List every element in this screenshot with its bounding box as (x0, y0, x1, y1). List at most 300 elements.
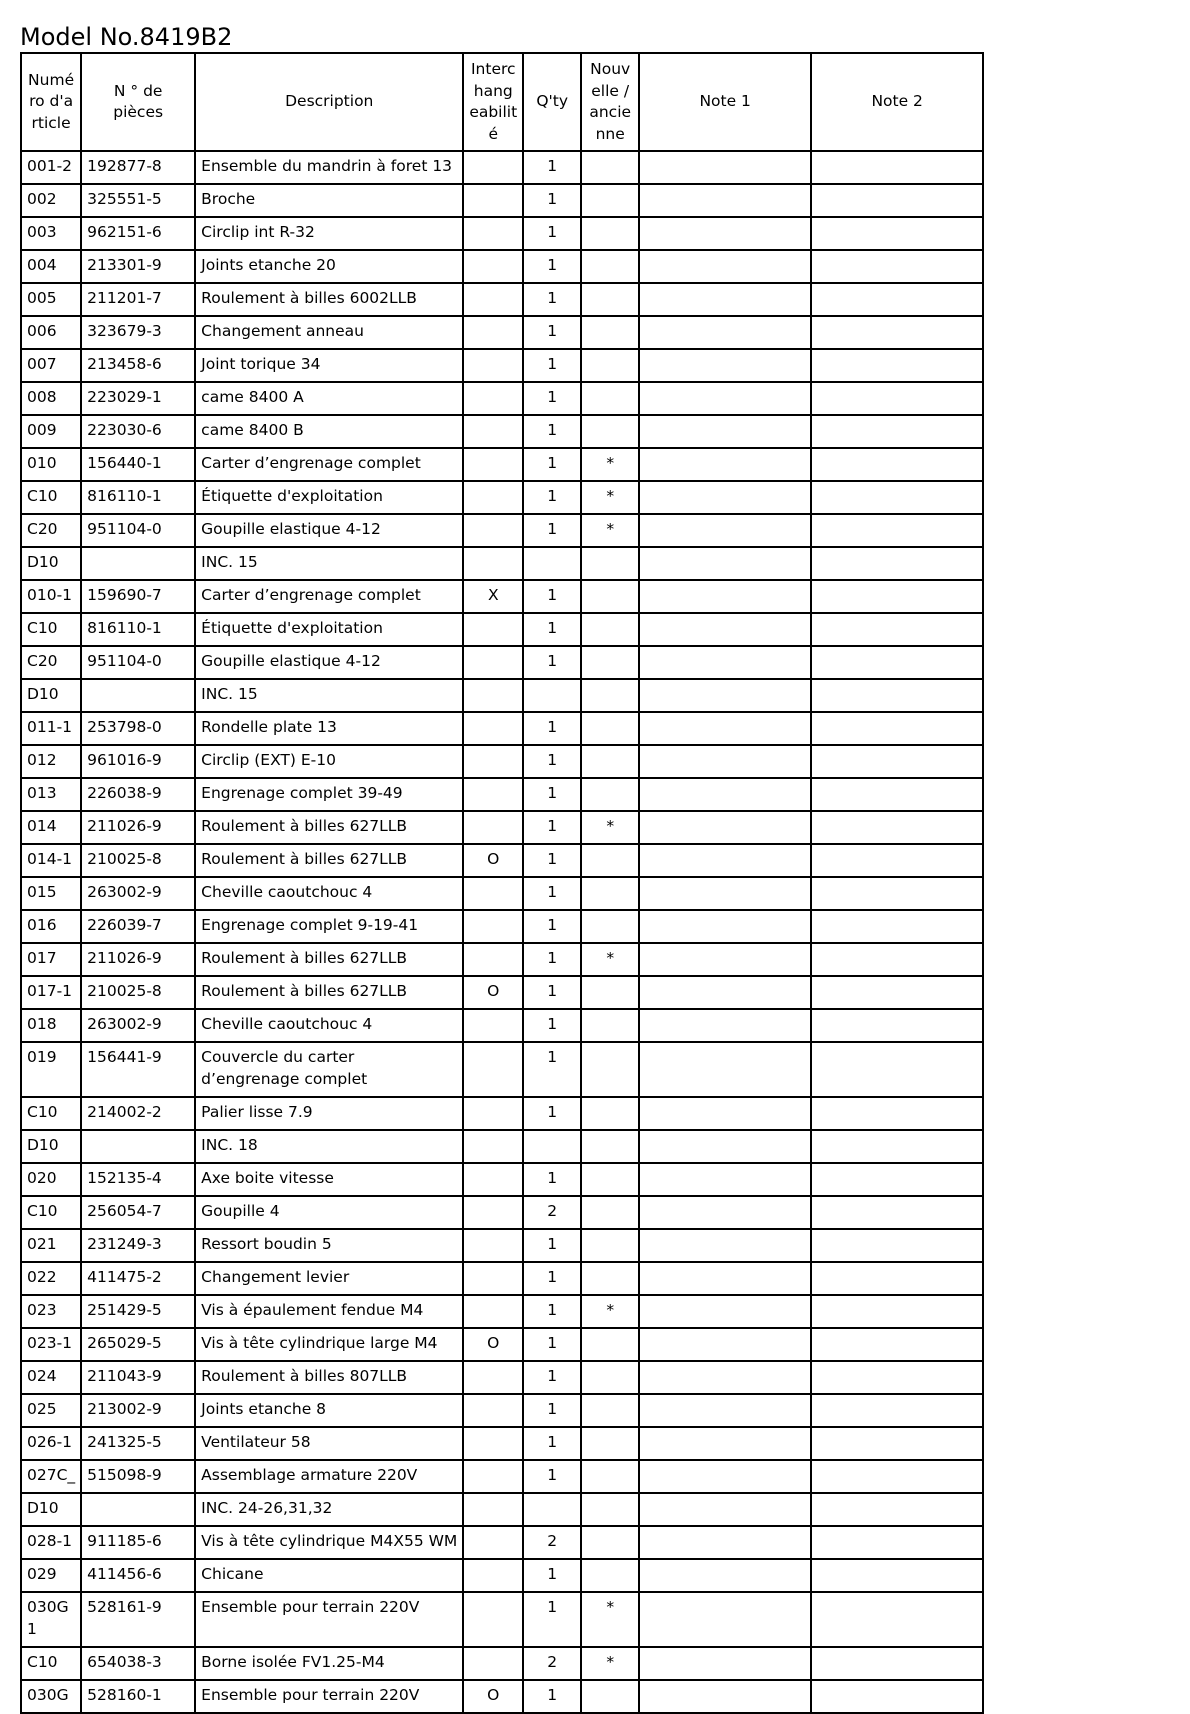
cell-note-1 (639, 547, 811, 580)
cell-part-no: 211201-7 (81, 283, 195, 316)
cell-part-no: 816110-1 (81, 613, 195, 646)
cell-description: Changement levier (195, 1262, 463, 1295)
cell-new-old: * (581, 943, 639, 976)
cell-qty: 1 (523, 283, 581, 316)
cell-item-no: 012 (21, 745, 81, 778)
table-row (21, 712, 983, 745)
cell-qty: 2 (523, 1526, 581, 1559)
cell-part-no (81, 1130, 195, 1163)
table-row (21, 547, 983, 580)
table-row (21, 514, 983, 547)
cell-description: INC. 18 (195, 1130, 463, 1163)
cell-description: Roulement à billes 627LLB (195, 811, 463, 844)
table-row (21, 448, 983, 481)
cell-description: Ensemble du mandrin à foret 13 (195, 151, 463, 184)
table-row (21, 1097, 983, 1130)
header-new-old: Nouv elle / ancie nne (581, 53, 639, 151)
cell-note-2 (811, 1097, 983, 1130)
cell-new-old (581, 646, 639, 679)
cell-note-2 (811, 1196, 983, 1229)
cell-part-no: 962151-6 (81, 217, 195, 250)
cell-description: Cheville caoutchouc 4 (195, 1009, 463, 1042)
cell-interchangeability (463, 1229, 523, 1262)
cell-description: Roulement à billes 627LLB (195, 976, 463, 1009)
cell-part-no: 241325-5 (81, 1427, 195, 1460)
cell-new-old (581, 283, 639, 316)
cell-note-1 (639, 250, 811, 283)
cell-note-2 (811, 283, 983, 316)
cell-note-2 (811, 1394, 983, 1427)
cell-part-no: 211043-9 (81, 1361, 195, 1394)
cell-new-old (581, 1229, 639, 1262)
cell-qty: 1 (523, 1460, 581, 1493)
cell-note-1 (639, 1647, 811, 1680)
cell-part-no: 152135-4 (81, 1163, 195, 1196)
cell-item-no: C20 (21, 514, 81, 547)
cell-note-2 (811, 580, 983, 613)
cell-interchangeability (463, 1526, 523, 1559)
cell-interchangeability (463, 778, 523, 811)
cell-item-no: 030G1 (21, 1592, 81, 1647)
cell-interchangeability (463, 316, 523, 349)
cell-note-1 (639, 613, 811, 646)
cell-part-no: 256054-7 (81, 1196, 195, 1229)
table-row (21, 1592, 983, 1647)
cell-item-no: 028-1 (21, 1526, 81, 1559)
cell-interchangeability: O (463, 976, 523, 1009)
table-header-row (21, 53, 983, 151)
cell-new-old (581, 382, 639, 415)
header-item-no: Numé ro d'a rticle (21, 53, 81, 151)
cell-item-no: C10 (21, 481, 81, 514)
cell-new-old (581, 1427, 639, 1460)
cell-description: Étiquette d'exploitation (195, 481, 463, 514)
cell-new-old (581, 580, 639, 613)
table-row (21, 1559, 983, 1592)
cell-item-no: 021 (21, 1229, 81, 1262)
cell-interchangeability (463, 1394, 523, 1427)
cell-part-no: 213002-9 (81, 1394, 195, 1427)
cell-item-no: C10 (21, 1647, 81, 1680)
cell-qty: 1 (523, 811, 581, 844)
cell-item-no: 004 (21, 250, 81, 283)
cell-interchangeability (463, 151, 523, 184)
cell-part-no: 211026-9 (81, 943, 195, 976)
cell-interchangeability (463, 514, 523, 547)
cell-note-2 (811, 1130, 983, 1163)
cell-interchangeability (463, 283, 523, 316)
cell-new-old (581, 1680, 639, 1713)
cell-note-2 (811, 547, 983, 580)
table-row (21, 646, 983, 679)
cell-new-old (581, 151, 639, 184)
table-row (21, 349, 983, 382)
cell-part-no: 323679-3 (81, 316, 195, 349)
cell-note-2 (811, 1680, 983, 1713)
cell-description: Broche (195, 184, 463, 217)
cell-qty: 1 (523, 1680, 581, 1713)
cell-interchangeability (463, 613, 523, 646)
cell-note-2 (811, 1009, 983, 1042)
cell-part-no: 515098-9 (81, 1460, 195, 1493)
cell-interchangeability (463, 811, 523, 844)
cell-item-no: 020 (21, 1163, 81, 1196)
table-row (21, 1262, 983, 1295)
cell-qty: 1 (523, 943, 581, 976)
cell-interchangeability (463, 877, 523, 910)
cell-note-1 (639, 1592, 811, 1647)
cell-item-no: 014-1 (21, 844, 81, 877)
cell-item-no: 015 (21, 877, 81, 910)
cell-note-2 (811, 877, 983, 910)
cell-note-1 (639, 1042, 811, 1097)
table-row (21, 1163, 983, 1196)
cell-note-2 (811, 976, 983, 1009)
cell-item-no: 002 (21, 184, 81, 217)
cell-part-no: 253798-0 (81, 712, 195, 745)
cell-note-1 (639, 1229, 811, 1262)
cell-part-no: 263002-9 (81, 877, 195, 910)
cell-note-2 (811, 1460, 983, 1493)
cell-item-no: 022 (21, 1262, 81, 1295)
cell-note-2 (811, 184, 983, 217)
cell-part-no (81, 679, 195, 712)
cell-qty: 1 (523, 349, 581, 382)
cell-item-no: D10 (21, 679, 81, 712)
cell-description: Goupille elastique 4-12 (195, 646, 463, 679)
cell-part-no: 231249-3 (81, 1229, 195, 1262)
table-row (21, 1130, 983, 1163)
cell-note-1 (639, 1262, 811, 1295)
cell-note-1 (639, 349, 811, 382)
cell-part-no: 263002-9 (81, 1009, 195, 1042)
cell-interchangeability: O (463, 844, 523, 877)
cell-part-no: 223030-6 (81, 415, 195, 448)
cell-new-old (581, 877, 639, 910)
cell-description: Palier lisse 7.9 (195, 1097, 463, 1130)
cell-part-no: 951104-0 (81, 514, 195, 547)
table-row (21, 745, 983, 778)
cell-interchangeability (463, 448, 523, 481)
cell-item-no: 030G (21, 1680, 81, 1713)
cell-note-1 (639, 1097, 811, 1130)
cell-note-2 (811, 910, 983, 943)
cell-new-old: * (581, 481, 639, 514)
cell-new-old (581, 1493, 639, 1526)
cell-new-old (581, 976, 639, 1009)
cell-qty: 1 (523, 1427, 581, 1460)
table-row (21, 1394, 983, 1427)
table-row (21, 679, 983, 712)
cell-part-no: 159690-7 (81, 580, 195, 613)
cell-item-no: 019 (21, 1042, 81, 1097)
cell-note-2 (811, 613, 983, 646)
cell-note-1 (639, 415, 811, 448)
cell-item-no: 023-1 (21, 1328, 81, 1361)
cell-interchangeability (463, 1460, 523, 1493)
cell-new-old (581, 547, 639, 580)
cell-new-old (581, 1042, 639, 1097)
cell-description: Vis à tête cylindrique large M4 (195, 1328, 463, 1361)
table-row (21, 778, 983, 811)
cell-note-2 (811, 1229, 983, 1262)
cell-qty: 1 (523, 184, 581, 217)
cell-note-1 (639, 481, 811, 514)
cell-qty: 1 (523, 1394, 581, 1427)
cell-item-no: 025 (21, 1394, 81, 1427)
cell-interchangeability (463, 679, 523, 712)
cell-qty: 1 (523, 1262, 581, 1295)
cell-note-2 (811, 844, 983, 877)
table-row (21, 1328, 983, 1361)
cell-note-1 (639, 1196, 811, 1229)
cell-note-1 (639, 646, 811, 679)
cell-part-no: 411475-2 (81, 1262, 195, 1295)
cell-part-no: 156440-1 (81, 448, 195, 481)
cell-note-2 (811, 1526, 983, 1559)
cell-interchangeability (463, 1196, 523, 1229)
cell-item-no: 014 (21, 811, 81, 844)
cell-part-no: 816110-1 (81, 481, 195, 514)
cell-item-no: 003 (21, 217, 81, 250)
cell-part-no: 251429-5 (81, 1295, 195, 1328)
cell-part-no: 528161-9 (81, 1592, 195, 1647)
cell-interchangeability (463, 1427, 523, 1460)
cell-qty: 1 (523, 514, 581, 547)
cell-interchangeability (463, 1361, 523, 1394)
table-row (21, 184, 983, 217)
table-row (21, 844, 983, 877)
cell-item-no: 010 (21, 448, 81, 481)
cell-description: Roulement à billes 627LLB (195, 943, 463, 976)
cell-interchangeability (463, 712, 523, 745)
cell-qty: 2 (523, 1647, 581, 1680)
parts-table-body (21, 151, 983, 1713)
table-row (21, 151, 983, 184)
cell-interchangeability (463, 1097, 523, 1130)
cell-interchangeability (463, 1647, 523, 1680)
cell-note-1 (639, 1559, 811, 1592)
cell-note-1 (639, 448, 811, 481)
cell-note-2 (811, 1328, 983, 1361)
cell-qty: 1 (523, 1328, 581, 1361)
cell-note-2 (811, 646, 983, 679)
cell-new-old: * (581, 1647, 639, 1680)
cell-new-old: * (581, 448, 639, 481)
cell-new-old (581, 316, 639, 349)
cell-interchangeability (463, 646, 523, 679)
cell-note-2 (811, 1427, 983, 1460)
cell-new-old (581, 1394, 639, 1427)
cell-new-old (581, 1262, 639, 1295)
cell-description: INC. 15 (195, 679, 463, 712)
cell-qty: 1 (523, 646, 581, 679)
cell-note-1 (639, 1427, 811, 1460)
cell-note-2 (811, 1559, 983, 1592)
cell-part-no: 213301-9 (81, 250, 195, 283)
cell-part-no: 214002-2 (81, 1097, 195, 1130)
cell-interchangeability (463, 349, 523, 382)
cell-note-2 (811, 745, 983, 778)
cell-qty: 1 (523, 910, 581, 943)
cell-new-old (581, 910, 639, 943)
cell-new-old (581, 1196, 639, 1229)
cell-part-no: 325551-5 (81, 184, 195, 217)
cell-new-old (581, 1559, 639, 1592)
cell-description: Roulement à billes 6002LLB (195, 283, 463, 316)
cell-note-1 (639, 151, 811, 184)
cell-note-1 (639, 283, 811, 316)
cell-qty: 1 (523, 844, 581, 877)
cell-item-no: C10 (21, 613, 81, 646)
table-row (21, 283, 983, 316)
cell-description: INC. 24-26,31,32 (195, 1493, 463, 1526)
cell-qty: 1 (523, 250, 581, 283)
cell-description: Ensemble pour terrain 220V (195, 1680, 463, 1713)
cell-item-no: 010-1 (21, 580, 81, 613)
cell-note-1 (639, 1009, 811, 1042)
cell-item-no: 017-1 (21, 976, 81, 1009)
cell-item-no: D10 (21, 1130, 81, 1163)
cell-description: Étiquette d'exploitation (195, 613, 463, 646)
cell-qty: 1 (523, 1009, 581, 1042)
cell-note-2 (811, 1361, 983, 1394)
cell-qty: 1 (523, 745, 581, 778)
cell-description: Vis à tête cylindrique M4X55 WM (195, 1526, 463, 1559)
cell-description: Joint torique 34 (195, 349, 463, 382)
header-note-2: Note 2 (811, 53, 983, 151)
cell-description: Rondelle plate 13 (195, 712, 463, 745)
cell-note-1 (639, 316, 811, 349)
cell-item-no: 027C_ (21, 1460, 81, 1493)
cell-description: Joints etanche 8 (195, 1394, 463, 1427)
cell-note-2 (811, 151, 983, 184)
cell-description: Chicane (195, 1559, 463, 1592)
cell-interchangeability (463, 1009, 523, 1042)
cell-new-old (581, 1361, 639, 1394)
table-row (21, 1680, 983, 1713)
cell-note-1 (639, 877, 811, 910)
cell-item-no: 008 (21, 382, 81, 415)
cell-item-no: 029 (21, 1559, 81, 1592)
cell-part-no: 210025-8 (81, 976, 195, 1009)
cell-new-old: * (581, 811, 639, 844)
cell-item-no: 011-1 (21, 712, 81, 745)
cell-description: Roulement à billes 627LLB (195, 844, 463, 877)
cell-note-1 (639, 811, 811, 844)
cell-note-2 (811, 679, 983, 712)
cell-note-1 (639, 712, 811, 745)
cell-item-no: 023 (21, 1295, 81, 1328)
table-row (21, 382, 983, 415)
cell-new-old: * (581, 1295, 639, 1328)
cell-interchangeability (463, 547, 523, 580)
cell-new-old (581, 679, 639, 712)
cell-description: Roulement à billes 807LLB (195, 1361, 463, 1394)
cell-part-no: 411456-6 (81, 1559, 195, 1592)
cell-interchangeability (463, 1559, 523, 1592)
cell-note-2 (811, 415, 983, 448)
cell-interchangeability (463, 184, 523, 217)
cell-item-no: C10 (21, 1097, 81, 1130)
cell-new-old (581, 1130, 639, 1163)
cell-description: came 8400 A (195, 382, 463, 415)
cell-qty (523, 1130, 581, 1163)
cell-new-old (581, 1009, 639, 1042)
cell-part-no: 213458-6 (81, 349, 195, 382)
cell-note-1 (639, 910, 811, 943)
cell-new-old (581, 745, 639, 778)
cell-note-2 (811, 778, 983, 811)
cell-note-1 (639, 844, 811, 877)
cell-description: Circlip int R-32 (195, 217, 463, 250)
cell-description: Ressort boudin 5 (195, 1229, 463, 1262)
cell-new-old (581, 250, 639, 283)
cell-note-1 (639, 1460, 811, 1493)
cell-qty: 1 (523, 1295, 581, 1328)
header-qty: Q'ty (523, 53, 581, 151)
cell-qty: 1 (523, 778, 581, 811)
cell-note-2 (811, 250, 983, 283)
header-note-1: Note 1 (639, 53, 811, 151)
cell-note-2 (811, 712, 983, 745)
cell-note-2 (811, 1493, 983, 1526)
cell-item-no: 013 (21, 778, 81, 811)
cell-new-old (581, 712, 639, 745)
cell-qty: 1 (523, 1042, 581, 1097)
cell-item-no: 026-1 (21, 1427, 81, 1460)
cell-description: Borne isolée FV1.25-M4 (195, 1647, 463, 1680)
table-row (21, 877, 983, 910)
cell-item-no: 018 (21, 1009, 81, 1042)
table-row (21, 1009, 983, 1042)
cell-qty: 1 (523, 382, 581, 415)
cell-note-2 (811, 1592, 983, 1647)
cell-interchangeability (463, 382, 523, 415)
cell-note-1 (639, 976, 811, 1009)
cell-note-2 (811, 1163, 983, 1196)
cell-qty: 1 (523, 481, 581, 514)
cell-part-no (81, 1493, 195, 1526)
cell-new-old (581, 349, 639, 382)
cell-new-old: * (581, 1592, 639, 1647)
table-row (21, 976, 983, 1009)
cell-part-no: 226039-7 (81, 910, 195, 943)
table-row (21, 580, 983, 613)
cell-note-2 (811, 217, 983, 250)
header-description: Description (195, 53, 463, 151)
cell-qty: 1 (523, 877, 581, 910)
cell-description: INC. 15 (195, 547, 463, 580)
cell-qty: 1 (523, 1361, 581, 1394)
cell-part-no: 654038-3 (81, 1647, 195, 1680)
cell-part-no: 211026-9 (81, 811, 195, 844)
table-row (21, 811, 983, 844)
cell-note-2 (811, 481, 983, 514)
table-row (21, 1493, 983, 1526)
cell-qty (523, 1493, 581, 1526)
table-row (21, 217, 983, 250)
cell-item-no: D10 (21, 547, 81, 580)
cell-interchangeability (463, 1163, 523, 1196)
page-title: Model No.8419B2 (20, 23, 233, 51)
cell-description: Cheville caoutchouc 4 (195, 877, 463, 910)
cell-description: Couvercle du carter d’engrenage complet (195, 1042, 463, 1097)
table-row (21, 1229, 983, 1262)
table-row (21, 1042, 983, 1097)
cell-description: Ensemble pour terrain 220V (195, 1592, 463, 1647)
cell-item-no: 006 (21, 316, 81, 349)
